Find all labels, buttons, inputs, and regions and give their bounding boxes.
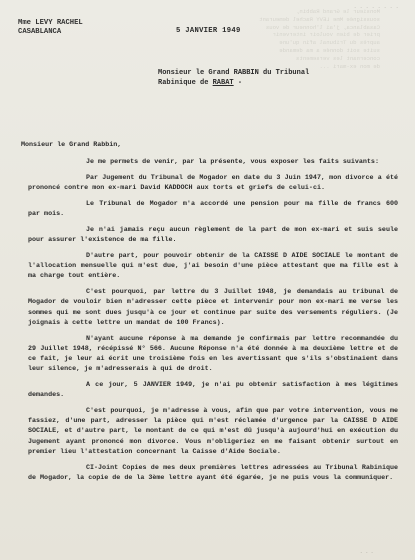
paragraph-follow-up: N'ayant aucune réponse à ma demande je confirmais par lettre recommandée du 29 Juillet 1948, récépissé N° 566. Aucune Réponse n'a été donnée à ma deuxième lettre et de ce fait, je leur ai écrit une troisième fois en les avertissant que s'ils s'obstinaient dans leur silence, je m'adresserais à qui de droit. <box>28 334 398 374</box>
paragraph-judgment-tail: aux torts et griefs de celui-ci. <box>192 184 325 193</box>
paragraph-intro: Je me permets de venir, par la présente, vous exposer les faits suivants: <box>86 158 379 167</box>
letter-date: 5 JANVIER 1949 <box>176 27 241 35</box>
sender-city: CASABLANCA <box>18 28 62 36</box>
recipient-line-1: Monsieur le Grand RABBIN du Tribunal <box>158 69 310 77</box>
recipient-line-2-text: Rabinique de <box>158 79 213 87</box>
sender-block <box>18 19 83 37</box>
letter-body <box>21 140 398 489</box>
recipient-city: RABAT <box>212 79 234 87</box>
paragraph-no-payment: Je n'ai jamais reçu aucun règlement de la part de mon ex-mari et suis seule pour assurer l'existence de ma fille. <box>28 226 398 245</box>
paragraph-enclosures: CI-Joint Copies de mes deux premières lettres adressées au Tribunal Rabinique de Mogador, la copie de de la 3ème lettre ayant été égarée, je ne puis vous la communiquer. <box>28 463 398 482</box>
recipient-block <box>158 68 398 88</box>
recipient-line-2 <box>158 78 398 88</box>
paragraph-request: C'est pourquoi, je m'adresse à vous, afin que par votre intervention, vous me fassiez, d'une part, adresser la pièce qui m'est réclamée d'urgence par la CAISSE D AIDE SOCIALE, et d'autre part, le montant de ce qui m'est dû jusqu'à aujourd'hui en exécution du Jugement ayant prononcé mon divorce. Vous m'obligeriez en me faisant obtenir surtout en premier lieu l'attestation concernant la Caisse d'Aide Sociale. <box>28 407 398 456</box>
sender-name: Mme LEVY RACHEL <box>18 19 83 27</box>
paragraph-first-letter: C'est pourquoi, par lettre du 3 Juillet 1948, je demandais au tribunal de Mogador de vouloir bien m'adresser cette pièce et intervenir pour mon ex-mari me verse les sommes qui me sont dues jusqu'à ce jour et continue par suite des versements réguliers. (Je joignais à cette lettre un mandat de 100 Francs). <box>28 288 398 327</box>
bleed-through-text: Monsieur le Grand Rabbin, soussignée Mme LEVY Rachel demeurant Casablanca, j'ai l'honneur de vous prier de bien vouloir intervenir auprès du Tribunal afin qu'une suite soit donnée a ma demande concernant les versements de mon ex-mari ... <box>259 8 380 70</box>
paragraph-judgment <box>28 173 398 193</box>
ex-husband-name: David KADDOCH <box>140 184 193 193</box>
footer-mark: - - - <box>360 551 374 556</box>
header-stamp-mark: - - - - - - - - <box>353 6 399 10</box>
recipient-line-2-tail: - <box>233 79 243 87</box>
paragraph-judgment-text: Par Jugement du Tribunal de Mogador en date du 3 Juin 1947, mon divorce a été prononcé contre mon ex-mari <box>28 174 398 193</box>
paragraph-pension: Le Tribunal de Mogador m'a accordé une pension pour ma fille de francs 600 par mois. <box>28 200 398 219</box>
paragraph-caisse: D'autre part, pour pouvoir obtenir de la CAISSE D AIDE SOCIALE le montant de l'allocation mensuelle qui m'est due, j'ai besoin d'une pièce attestant que ma fille est à ma charge tout entière. <box>28 252 398 281</box>
paragraph-today: A ce jour, 5 JANVIER 1949, je n'ai pu obtenir satisfaction à mes légitimes demandes. <box>28 381 398 400</box>
salutation: Monsieur le Grand Rabbin, <box>21 141 122 149</box>
